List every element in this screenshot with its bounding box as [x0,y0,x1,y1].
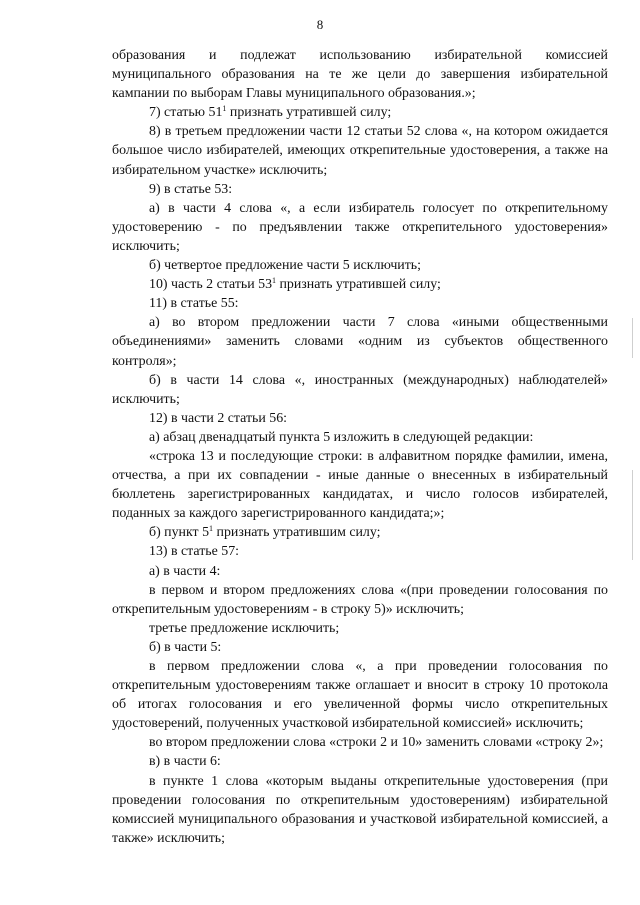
paragraph [112,275,608,294]
scan-margin-mark [632,318,633,358]
paragraph: 12) в части 2 статьи 56: [149,410,288,426]
superscript: 1 [222,104,227,114]
paragraph: 8) в третьем предложении части 12 статьи 52 слова «, на котором ожидается большое число избирателей, имеющих открепительные удостоверения, а также на избирательном участке» исключить; [112,124,608,178]
scan-margin-mark [632,470,633,560]
paragraph: б) четвертое предложение части 5 исключить; [149,258,421,274]
paragraph-text: 10) часть 2 статьи 53 [149,277,273,293]
paragraph: третье предложение исключить; [149,620,340,636]
paragraph-text: признать утратившей силу; [276,277,441,293]
paragraph: в первом и втором предложениях слова «(при проведении голосования по открепительным удостоверениям - в строку 5)» исключить; [112,582,608,617]
superscript: 1 [209,524,214,534]
paragraph-text: признать утратившей силу; [226,105,392,121]
paragraph: а) в части 4 слова «, а если избиратель голосует по открепительному удостоверению - по предъявлении также открепительного удостоверения» исключить; [112,200,608,254]
paragraph-text: 7) статью 51 [149,105,223,121]
paragraph [112,523,608,542]
paragraph-text: б) пункт 5 [149,525,210,541]
paragraph: «строка 13 и последующие строки: в алфавитном порядке фамилии, имена, отчества, а при их совпадении - иные данные о внесенных в избирательный бюллетень зарегистрированных кандидатах, и число голосов избирателей, поданных за каждого зарегистрированного кандидата;»; [112,448,608,522]
superscript: 1 [272,276,277,286]
paragraph-text: признать утратившим силу; [213,525,381,541]
paragraph: б) в части 5: [149,639,222,655]
paragraph: в пункте 1 слова «которым выданы открепительные удостоверения (при проведении голосования по открепительным удостоверениям) избирательной комиссией муниципального образования и участковой избирательной комиссией, а также» исключить; [112,773,608,846]
paragraph [112,103,608,122]
paragraph: а) абзац двенадцатый пункта 5 изложить в следующей редакции: [149,429,534,445]
paragraph: в первом предложении слова «, а при проведении голосования по открепительным удостоверениям также оглашает и вносит в строку 10 протокола об итогах голосования и его увеличенной формы число открепительных удостоверений, полученных участковой избирательной комиссией» исключить; [112,659,608,732]
paragraph: 9) в статье 53: [149,181,233,197]
paragraph: 11) в статье 55: [149,296,239,312]
page-number: 8 [316,17,324,32]
document-text [112,46,608,848]
paragraph: в) в части 6: [149,754,221,770]
paragraph: а) во втором предложении части 7 слова «иными общественными объединениями» заменить словами «одним из субъектов общественного контроля»; [112,315,608,369]
paragraph: а) в части 4: [149,563,221,579]
paragraph: б) в части 14 слова «, иностранных (международных) наблюдателей» исключить; [112,372,608,407]
paragraph: 13) в статье 57: [149,544,240,560]
paragraph: образования и подлежат использованию избирательной комиссией муниципального образования на те же цели до завершения избирательной кампании по выборам Главы муниципального образования.»; [112,48,608,102]
paragraph: во втором предложении слова «строки 2 и 10» заменить словами «строку 2»; [149,735,604,751]
